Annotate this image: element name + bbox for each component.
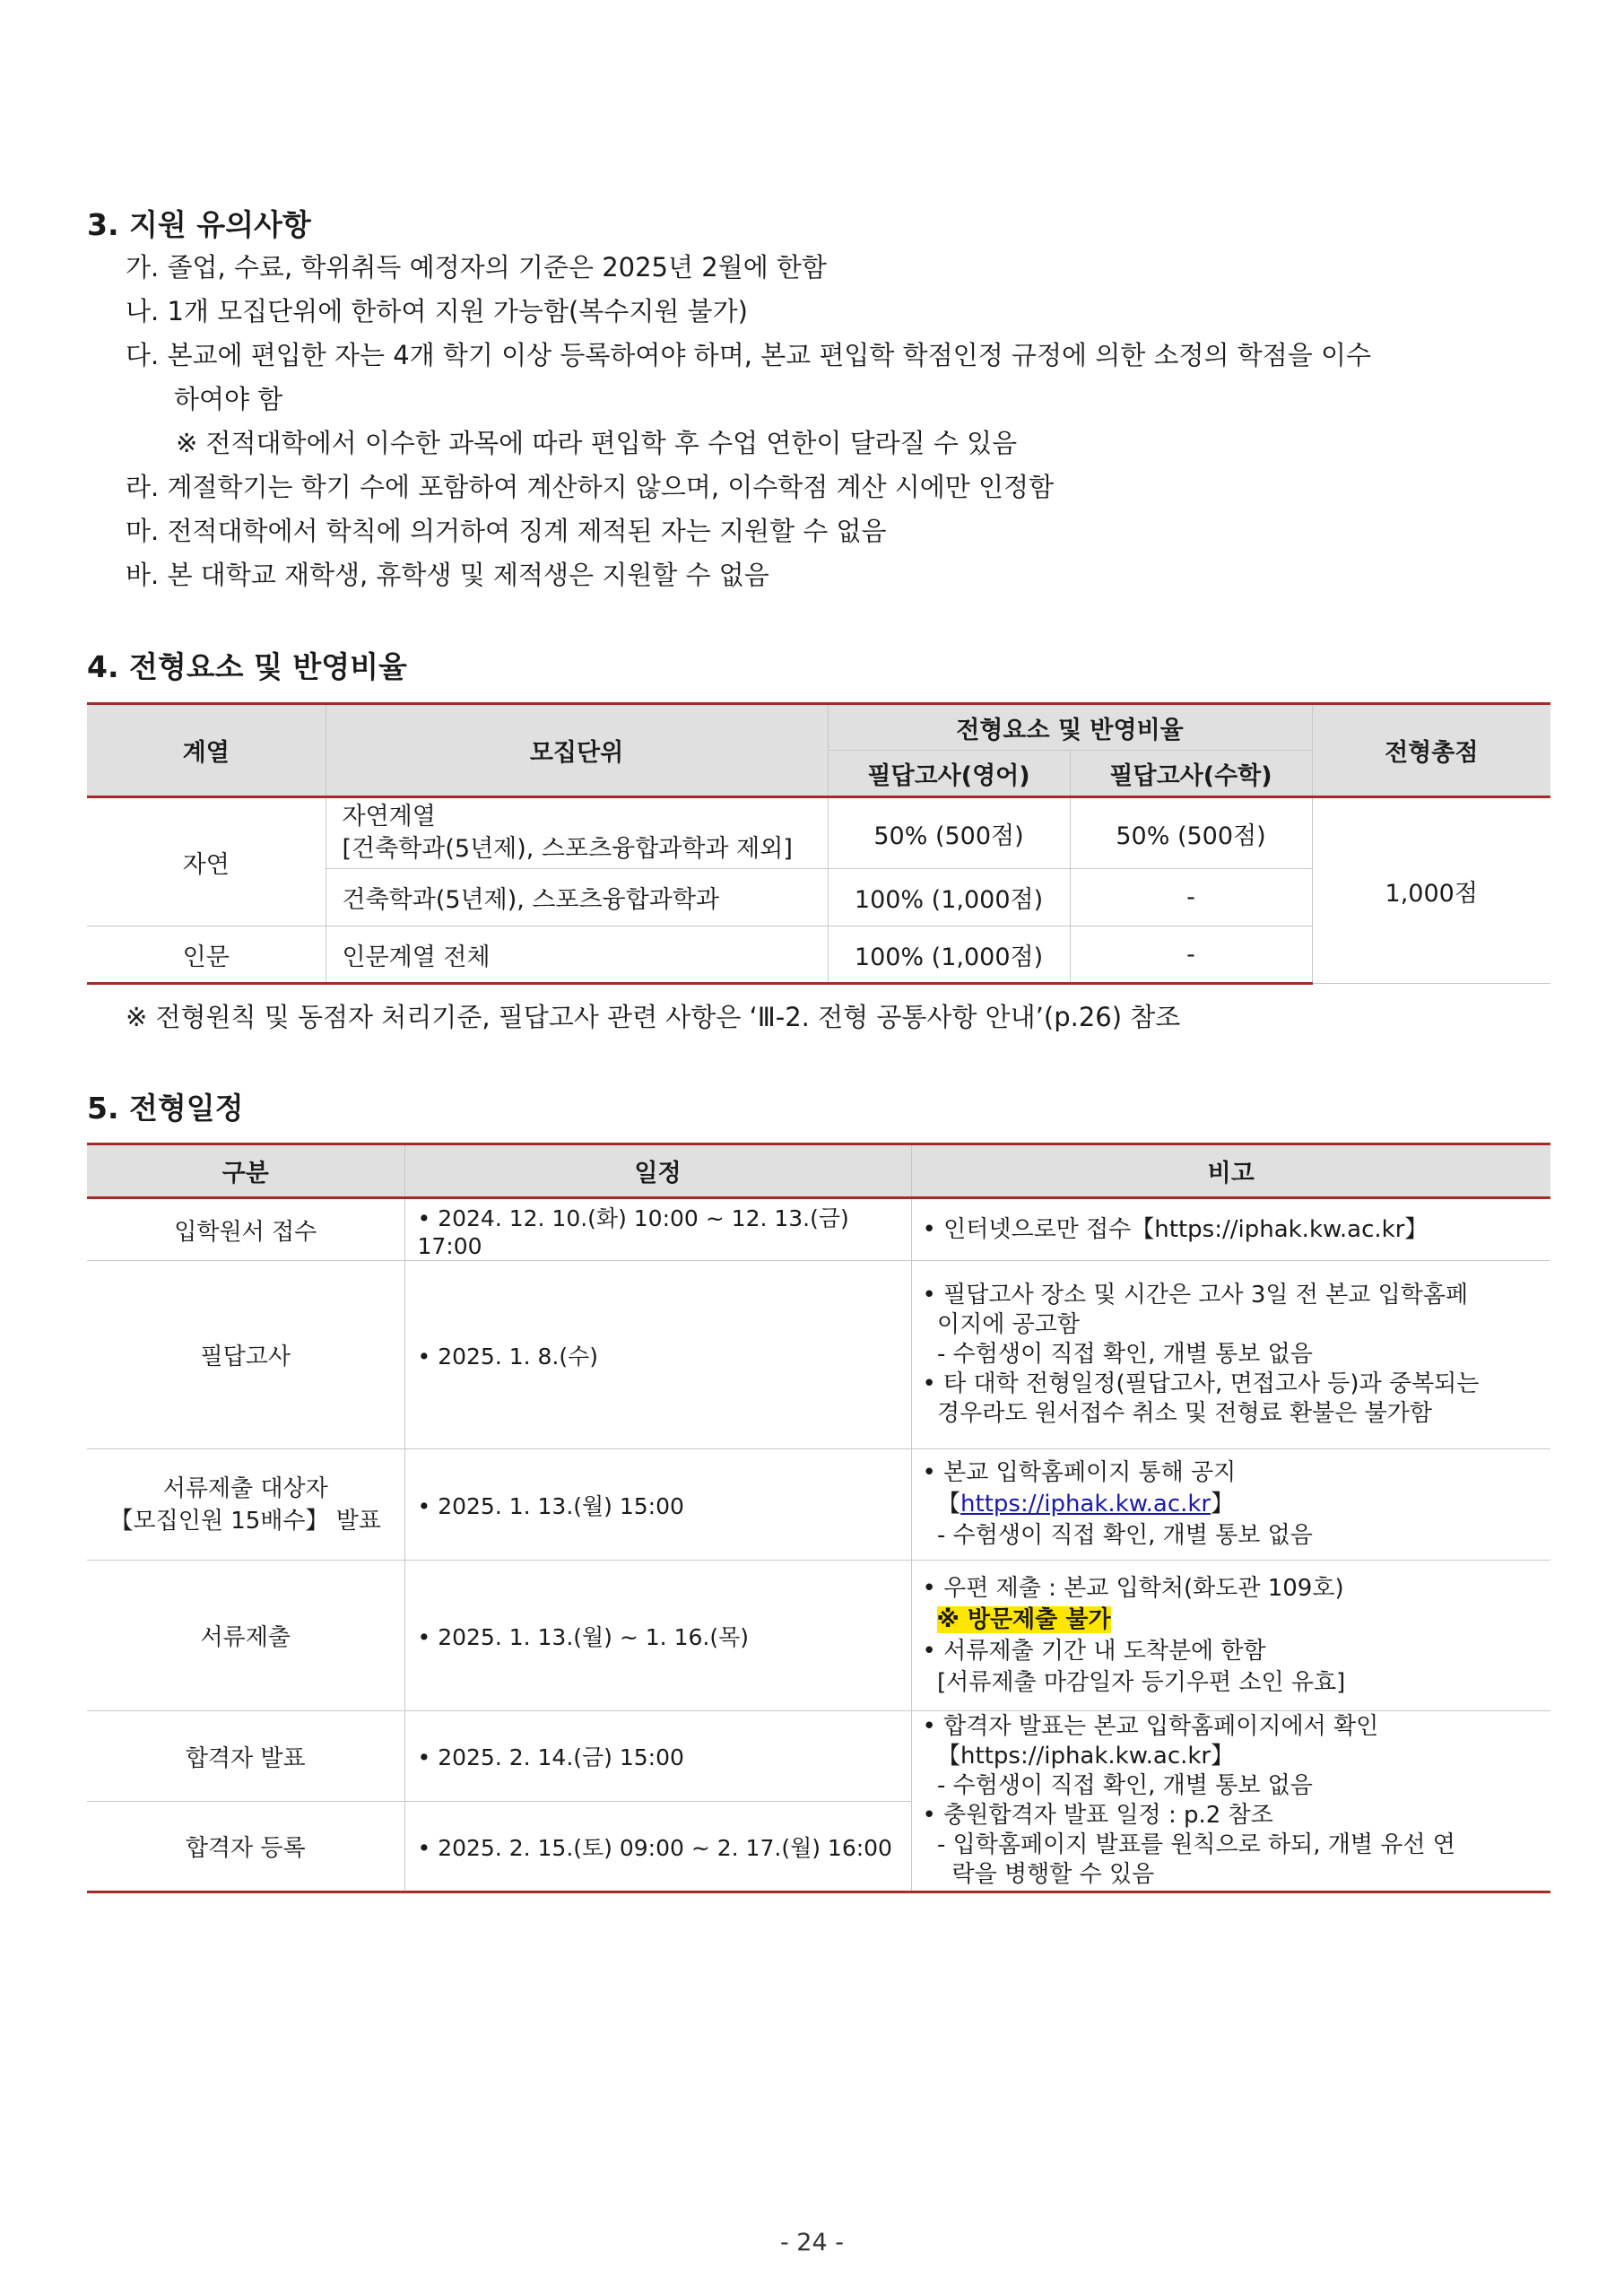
- cell-nature-eng2: 100% (1,000점): [828, 869, 1070, 926]
- schedule-row-doc-target: [87, 1449, 1550, 1561]
- header-math: 필답고사(수학): [1070, 751, 1312, 797]
- doc-target-remark: [911, 1449, 1550, 1561]
- schedule-row-written-exam: [87, 1261, 1550, 1449]
- doc-target-category-1: 서류제출 대상자: [162, 1474, 328, 1502]
- doc-target-schedule: • 2025. 1. 13.(월) 15:00: [404, 1449, 911, 1561]
- schedule-row-application: [87, 1198, 1550, 1261]
- doc-submit-remark-4: [서류제출 마감일자 등기우편 소인 유효]: [922, 1668, 1346, 1696]
- cell-nature-unit1-b: [건축학과(5년제), 스포츠융합과학과 제외]: [342, 835, 793, 863]
- no-visit-notice: ※ 방문제출 불가: [936, 1605, 1111, 1633]
- register-category: 합격자 등록: [87, 1802, 404, 1892]
- cell-nature-unit1: [326, 797, 828, 869]
- page-number: - 24 -: [779, 2229, 844, 2257]
- exam-remark-3: - 수험생이 직접 확인, 개별 통보 없음: [922, 1341, 1313, 1368]
- schedule-header-category: 구분: [87, 1144, 404, 1198]
- section3-item-ga: 가. 졸업, 수료, 학위취득 예정자의 기준은 2025년 2월에 한함: [126, 252, 827, 283]
- doc-submit-remark: [911, 1561, 1550, 1711]
- announce-remark-2: 【https://iphak.kw.ac.kr】: [922, 1743, 1235, 1770]
- header-english: 필답고사(영어): [828, 751, 1070, 797]
- exam-schedule: • 2025. 1. 8.(수): [404, 1261, 911, 1449]
- schedule-row-doc-submit: [87, 1561, 1550, 1711]
- section3-item-ba: 바. 본 대학교 재학생, 휴학생 및 제적생은 지원할 수 없음: [126, 560, 769, 590]
- announce-remark-6: 락을 병행할 수 있음: [922, 1861, 1155, 1888]
- doc-target-remark-3: - 수험생이 직접 확인, 개별 통보 없음: [922, 1522, 1313, 1549]
- header-category: 계열: [87, 704, 326, 797]
- cell-humanities-eng: 100% (1,000점): [828, 926, 1070, 984]
- exam-remark-5: 경우라도 원서접수 취소 및 전형료 환불은 불가함: [922, 1400, 1432, 1427]
- exam-remark-2: 이지에 공고함: [922, 1311, 1080, 1338]
- cell-nature-unit2: 건축학과(5년제), 스포츠융합과학과: [326, 869, 828, 926]
- cell-humanities-math: -: [1070, 926, 1312, 984]
- schedule-row-announce: [87, 1711, 1550, 1802]
- announce-remark-5: - 입학홈페이지 발표를 원칙으로 하되, 개별 유선 연: [922, 1831, 1455, 1858]
- doc-submit-category: 서류제출: [87, 1561, 404, 1711]
- cell-humanities-unit: 인문계열 전체: [326, 926, 828, 984]
- exam-category: 필답고사: [87, 1261, 404, 1449]
- register-schedule: • 2025. 2. 15.(토) 09:00 ~ 2. 17.(월) 16:00: [404, 1802, 911, 1892]
- doc-submit-remark-2-wrap: [923, 1605, 1550, 1636]
- section3-item-note: ※ 전적대학에서 이수한 과목에 따라 편입학 후 수업 연한이 달라질 수 있음: [176, 428, 1018, 458]
- doc-submit-remark-1: • 우편 제출 : 본교 입학처(화도관 109호): [922, 1574, 1344, 1602]
- schedule-header-remarks: 비고: [911, 1144, 1550, 1198]
- section4-title: 4. 전형요소 및 반영비율: [87, 649, 407, 684]
- bracket-close: 】: [1211, 1491, 1235, 1518]
- section4-note: ※ 전형원칙 및 동점자 처리기준, 필답고사 관련 사항은 ‘Ⅲ-2. 전형 공통사항 안내’(p.26) 참조: [126, 1002, 1181, 1032]
- application-remark: • 인터넷으로만 접수【https://iphak.kw.ac.kr】: [911, 1198, 1550, 1261]
- header-total: 전형총점: [1312, 704, 1550, 797]
- cell-nature-eng1: 50% (500점): [828, 797, 1070, 869]
- doc-target-category: [87, 1449, 404, 1561]
- cell-nature-math2: -: [1070, 869, 1312, 926]
- exam-remark-4: • 타 대학 전형일정(필답고사, 면접고사 등)과 중복되는: [922, 1370, 1480, 1397]
- section3-item-ma: 마. 전적대학에서 학칙에 의거하여 징계 제적된 자는 지원할 수 없음: [126, 516, 887, 546]
- cell-nature-math1: 50% (500점): [1070, 797, 1312, 869]
- doc-target-remark-2: [923, 1489, 1550, 1520]
- announce-remark-4: • 충원합격자 발표 일정 : p.2 참조: [922, 1802, 1273, 1829]
- section3-item-na: 나. 1개 모집단위에 한하여 지원 가능함(복수지원 불가): [126, 296, 748, 326]
- announce-schedule: • 2025. 2. 14.(금) 15:00: [404, 1711, 911, 1802]
- section3-item-da-cont: 하여야 함: [174, 384, 283, 414]
- section3-item-ra: 라. 계절학기는 학기 수에 포함하여 계산하지 않으며, 이수학점 계산 시에만 인정함: [126, 472, 1055, 502]
- exam-remark-1: • 필답고사 장소 및 시간은 고사 3일 전 본교 입학홈페: [922, 1282, 1469, 1309]
- doc-submit-schedule: • 2025. 1. 13.(월) ~ 1. 16.(목): [404, 1561, 911, 1711]
- cell-nature: 자연: [87, 797, 326, 926]
- bracket-open: 【: [922, 1491, 961, 1518]
- schedule-table: [87, 1143, 1550, 1893]
- announce-category: 합격자 발표: [87, 1711, 404, 1802]
- cell-humanities: 인문: [87, 926, 326, 984]
- section5-title: 5. 전형일정: [87, 1091, 244, 1126]
- schedule-header-schedule: 일정: [404, 1144, 911, 1198]
- section3-item-da: 다. 본교에 편입한 자는 4개 학기 이상 등록하여야 하며, 본교 편입학 학점인정 규정에 의한 소정의 학점을 이수: [126, 340, 1371, 370]
- doc-target-category-2: 【모집인원 15배수】 발표: [109, 1507, 382, 1535]
- header-ratio: 전형요소 및 반영비율: [828, 704, 1312, 751]
- admissions-link[interactable]: https://iphak.kw.ac.kr: [960, 1491, 1211, 1518]
- header-unit: 모집단위: [326, 704, 828, 797]
- exam-remark: [911, 1261, 1550, 1449]
- doc-submit-remark-3: • 서류제출 기간 내 도착분에 한함: [922, 1637, 1266, 1665]
- application-category: 입학원서 접수: [87, 1198, 404, 1261]
- section3-title: 3. 지원 유의사항: [87, 207, 311, 242]
- announce-remark-3: - 수험생이 직접 확인, 개별 통보 없음: [922, 1772, 1313, 1799]
- announce-register-remark: [911, 1711, 1550, 1892]
- cell-total-score: 1,000점: [1312, 797, 1550, 984]
- doc-target-remark-1: • 본교 입학홈페이지 통해 공지: [922, 1459, 1237, 1486]
- cell-nature-unit1-a: 자연계열: [342, 803, 436, 831]
- announce-remark-1: • 합격자 발표는 본교 입학홈페이지에서 확인: [922, 1713, 1379, 1740]
- selection-ratio-table: [87, 702, 1550, 985]
- application-schedule: • 2024. 12. 10.(화) 10:00 ~ 12. 13.(금) 17:00: [404, 1198, 911, 1261]
